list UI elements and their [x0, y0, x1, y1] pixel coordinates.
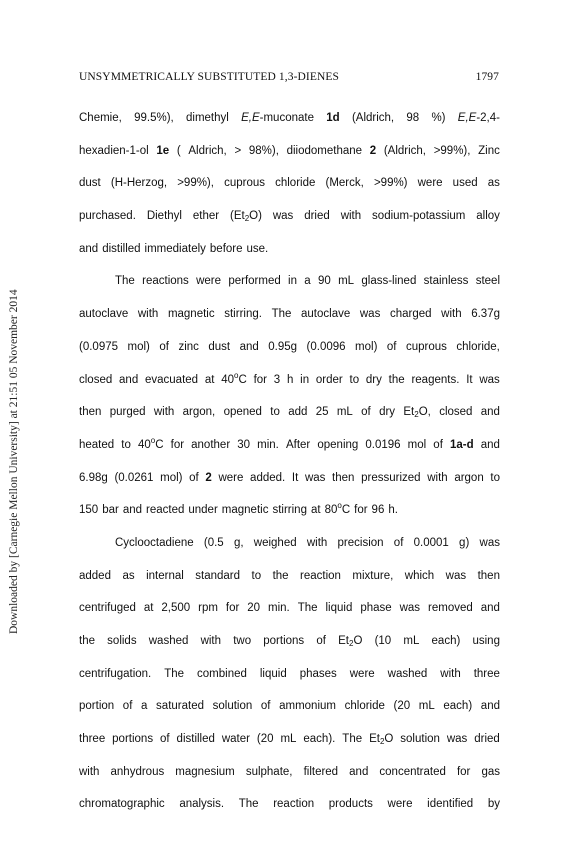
text-line: closed and evacuated at 40$^o$C for 3 h in order to dry the reagents. It was [79, 370, 500, 386]
text-line: 6.98g (0.0261 mol) of 2 were added. It was then pressurized with argon to [79, 471, 500, 484]
text-line: centrifuged at 2,500 rpm for 20 min. The liquid phase was removed and [79, 602, 500, 615]
download-watermark [6, 230, 26, 634]
text-line: with anhydrous magnesium sulphate, filtered and concentrated for gas [79, 765, 500, 778]
text-line: The reactions were performed in a 90 mL glass-lined stainless steel [115, 275, 500, 288]
text-line: heated to 40$^o$C for another 30 min. After opening 0.0196 mol of 1a-d and [79, 435, 500, 451]
text-line: chromatographic analysis. The reaction products were identified by [79, 798, 500, 811]
page-number: 1797 [475, 71, 499, 83]
text-line: three portions of distilled water (20 mL each). The $Et_2O$ solution was dried [79, 733, 500, 747]
text-line: the solids washed with two portions of $Et_2O$ (10 mL each) using [79, 635, 500, 648]
text-line: and distilled immediately before use. [79, 242, 269, 255]
text-line: purchased. Diethyl ether $(Et_2O)$ was dried with sodium-potassium alloy [79, 210, 500, 224]
text-line: then purged with argon, opened to add 25 mL of dry $Et_2O$, closed and [79, 406, 500, 420]
download-note: Downloaded by [Carnegie Mellon University] at 21:51 05 November 2014 [8, 289, 20, 634]
running-title: UNSYMMETRICALLY SUBSTITUTED 1,3-DIENES [79, 71, 340, 83]
text-line: portion of a saturated solution of ammonium chloride (20 mL each) and [79, 700, 500, 713]
text-line: (0.0975 mol) of zinc dust and 0.95g (0.0096 mol) of cuprous chloride, [79, 340, 500, 353]
body-text [79, 107, 500, 826]
text-line: Chemie, 99.5%), dimethyl E,E-muconate 1d (Aldrich, 98 %) E,E-2,4- [79, 112, 500, 124]
text-line: hexadien-1-ol 1e ( Aldrich, > 98%), diiodomethane 2 (Aldrich, >99%), Zinc [79, 144, 500, 157]
text-line: 150 bar and reacted under magnetic stirring at 80$^o$C for 96 h. [79, 501, 398, 517]
text-line: autoclave with magnetic stirring. The autoclave was charged with 6.37g [79, 308, 500, 321]
text-line: Cyclooctadiene (0.5 g, weighed with precision of 0.0001 g) was [115, 536, 500, 549]
text-line: centrifugation. The combined liquid phases were washed with three [79, 667, 500, 680]
text-line: dust (H-Herzog, >99%), cuprous chloride (Merck, >99%) were used as [79, 177, 500, 190]
text-line: added as internal standard to the reaction mixture, which was then [79, 569, 500, 582]
